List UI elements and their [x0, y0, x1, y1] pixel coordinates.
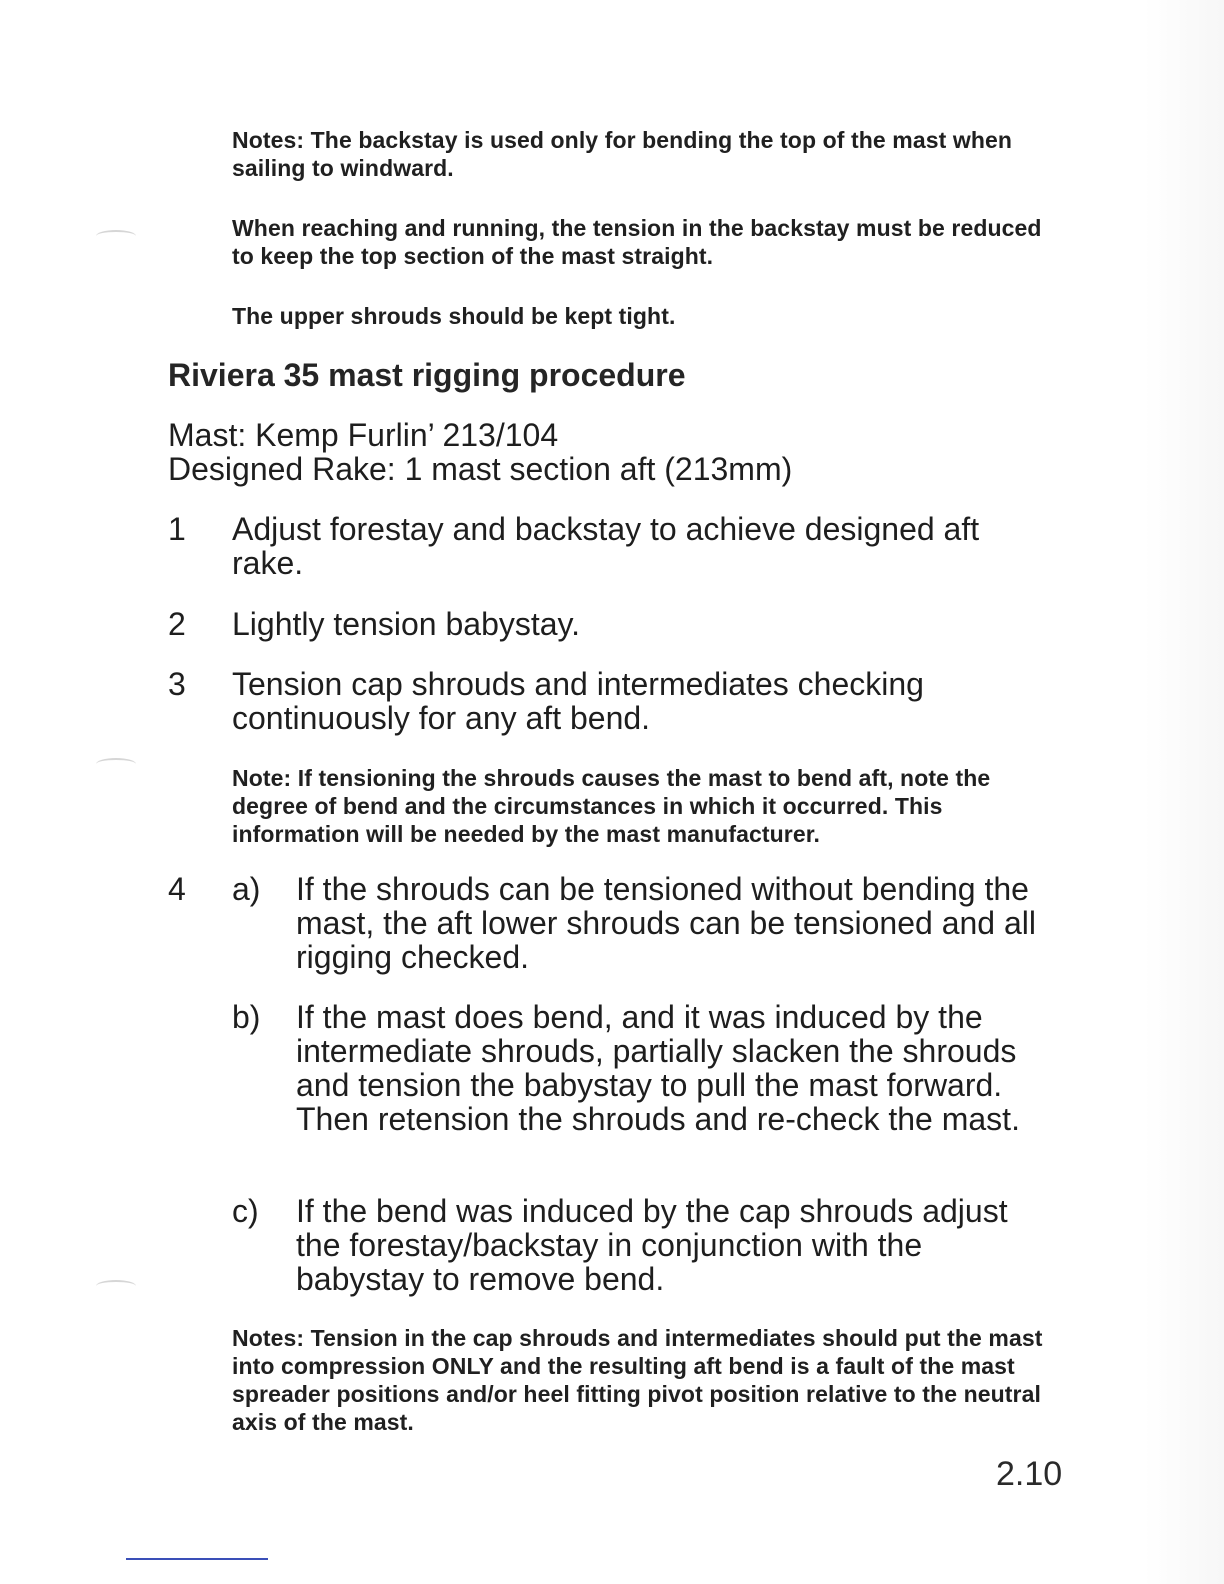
substep-text: If the bend was induced by the cap shrouds adjust the forestay/backstay in conjunction with the babystay to remove bend. — [296, 1193, 1008, 1297]
section-heading: Riviera 35 mast rigging procedure — [168, 357, 686, 393]
punch-hole-mark — [96, 230, 136, 242]
substep — [232, 872, 1072, 976]
note-aft-bend: Note: If tensioning the shrouds causes the mast to bend aft, note the degree of bend and the circumstances in which it occurred. This information will be needed by the mast manufacturer. — [232, 765, 991, 847]
step-text: Adjust forestay and backstay to achieve designed aft rake. — [232, 511, 980, 581]
substep-text: If the shrouds can be tensioned without bending the mast, the aft lower shrouds can be tensioned and all rigging checked. — [296, 871, 1036, 975]
footer-rule — [126, 1558, 268, 1560]
substep — [232, 1000, 1082, 1172]
punch-hole-mark — [96, 1280, 136, 1292]
step-number: 3 — [168, 666, 186, 702]
substep — [232, 1194, 1072, 1298]
step-number: 2 — [168, 606, 186, 642]
substep-text: If the mast does bend, and it was induced by the intermediate shrouds, partially slacken the shrouds and tension the babystay to pull the mast forward. Then retension the shrouds and re-check the mast. — [296, 999, 1020, 1137]
step-number: 4 — [168, 871, 186, 907]
top-notes — [232, 126, 1062, 330]
substep-letter: a) — [232, 871, 261, 907]
note-backstay-usage: Notes: The backstay is used only for bending the top of the mast when sailing to windward. — [232, 127, 1013, 181]
note-reaching-running: When reaching and running, the tension in the backstay must be reduced to keep the top section of the mast straight. — [232, 215, 1042, 269]
note-upper-shrouds: The upper shrouds should be kept tight. — [232, 303, 676, 329]
procedure-step-4 — [168, 872, 208, 908]
middle-note — [232, 764, 1072, 848]
step-text: Tension cap shrouds and intermediates checking continuously for any aft bend. — [232, 666, 924, 736]
substep-letter: c) — [232, 1193, 259, 1229]
step-number: 1 — [168, 511, 186, 547]
punch-hole-mark — [96, 758, 136, 770]
procedure-step — [168, 512, 1068, 582]
bottom-note — [232, 1324, 1062, 1436]
note-compression: Notes: Tension in the cap shrouds and intermediates should put the mast into compression ONLY and the resulting aft bend is a fault of the mast spreader positions and/or heel fitting pivot position relative to the neutral axis of the mast. — [232, 1325, 1043, 1435]
scan-edge-shading — [1144, 0, 1224, 1584]
procedure-step — [168, 607, 1068, 643]
mast-model: Mast: Kemp Furlin’ 213/104 — [168, 417, 559, 453]
substep-letter: b) — [232, 999, 261, 1035]
page-number: 2.10 — [996, 1455, 1063, 1493]
designed-rake: Designed Rake: 1 mast section aft (213mm) — [168, 451, 793, 487]
mast-specification — [168, 418, 792, 486]
step-text: Lightly tension babystay. — [232, 606, 581, 642]
procedure-step — [168, 667, 1068, 737]
